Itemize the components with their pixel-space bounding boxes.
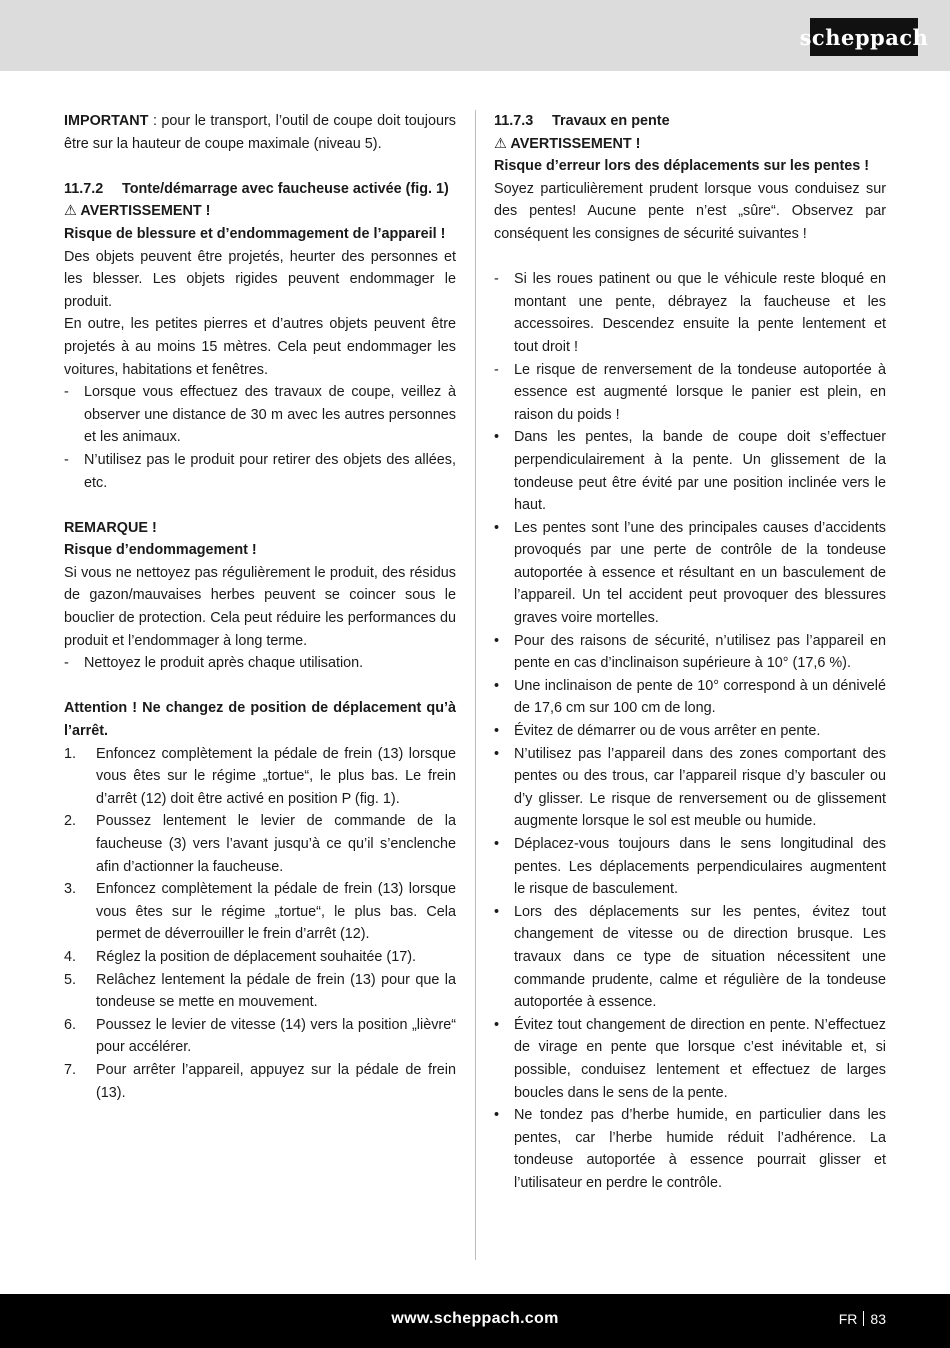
page-footer <box>0 1294 950 1348</box>
list-item: • Déplacez-vous toujours dans le sens longitudinal des pentes. Les déplacements perpendiculaires augmentent le risque de basculement. <box>494 836 886 898</box>
paragraph: Des objets peuvent être projetés, heurter des personnes et les blesser. Les objets rigides peuvent endommager le produit. <box>64 248 456 310</box>
list-item: • Les pentes sont l’une des principales causes d’accidents provoqués par une perte de contrôle de la tondeuse autoportée à essence et résultant en un basculement de l’appareil. Un tel accident peut provoquer des blessures graves voire mortelles. <box>494 519 886 627</box>
paragraph: En outre, les petites pierres et d’autres objets peuvent être projetés à au moins 15 mètres. Cela peut endommager les voitures, habitations et fenêtres. <box>64 316 456 378</box>
section-heading-1172 <box>64 178 456 201</box>
step-item: 2. Poussez lentement le levier de commande de la faucheuse (3) vers l’avant jusqu’à ce qu’il s’enclenche afin d’actionner la faucheuse. <box>64 813 456 875</box>
page-header <box>0 0 950 71</box>
section-title: Travaux en pente <box>552 113 670 129</box>
column-divider <box>475 110 476 1260</box>
section-heading-1173 <box>494 110 886 133</box>
step-item: 6. Poussez le levier de vitesse (14) vers la position „lièvre“ pour accélérer. <box>64 1016 456 1056</box>
warning-triangle-icon: ⚠ <box>494 135 507 152</box>
risk-heading: Risque de blessure et d’endommagement de l’appareil ! <box>64 225 446 242</box>
important-note <box>64 110 456 155</box>
list-item: - Le risque de renversement de la tondeuse autoportée à essence est augmenté lorsque le panier est plein, en raison du poids ! <box>494 361 886 423</box>
dash-list <box>494 268 886 426</box>
step-item: 1. Enfoncez complètement la pédale de frein (13) lorsque vous êtes sur le régime „tortue“, le plus bas. Le frein d’arrêt (12) doit être activé en position P (fig. 1). <box>64 745 456 807</box>
list-item: • Évitez tout changement de direction en pente. N’effectuez de virage en pente que lorsque c’est inévitable et, si possible, conduisez lentement et effectuez de larges boucles dans le sens de la pente. <box>494 1016 886 1101</box>
paragraph: Soyez particulièrement prudent lorsque vous conduisez sur des pentes! Aucune pente n’est „sûre“. Observez par conséquent les consignes de sécurité suivantes ! <box>494 180 886 242</box>
list-item: • Dans les pentes, la bande de coupe doit s’effectuer perpendiculairement à la pente. Un glissement de la tondeuse peut être évité par une position inclinée vers le haut. <box>494 429 886 514</box>
section-number: 11.7.2 <box>64 180 104 197</box>
step-item: 3. Enfoncez complètement la pédale de frein (13) lorsque vous êtes sur le régime „tortue“, le plus bas. Cela permet de déverrouiller le frein d’arrêt (12). <box>64 881 456 943</box>
step-item: 5. Relâchez lentement la pédale de frein (13) pour que la tondeuse se mette en mouvement. <box>64 971 456 1011</box>
warning-triangle-icon: ⚠ <box>64 203 77 220</box>
dash-list <box>64 381 456 494</box>
list-item: • Pour des raisons de sécurité, n’utilisez pas l’appareil en pente en cas d’inclinaison supérieure à 10° (17,6 %). <box>494 632 886 672</box>
numbered-steps <box>64 743 456 1105</box>
list-item: - Si les roues patinent ou que le véhicule reste bloqué en montant une pente, débrayez la faucheuse et les accessoires. Descendez ensuite la pente lentement et tout droit ! <box>494 271 886 355</box>
right-column <box>494 110 886 1195</box>
page-indicator <box>839 1311 886 1327</box>
important-text: : pour le transport, l’outil de coupe doit toujours être sur la hauteur de coupe maximale (niveau 5). <box>64 113 456 152</box>
list-item: • Lors des déplacements sur les pentes, évitez tout changement de vitesse ou de direction brusque. Les travaux dans ce type de situation nécessitent une commande prudente, calme et régulière de la tondeuse autoportée à essence. <box>494 903 886 1011</box>
note-heading: REMARQUE ! <box>64 519 157 536</box>
step-item: 7. Pour arrêter l’appareil, appuyez sur la pédale de frein (13). <box>64 1061 456 1101</box>
page-number: 83 <box>870 1311 886 1327</box>
list-item: - Lorsque vous effectuez des travaux de coupe, veillez à observer une distance de 30 m avec les autres personnes et les animaux. <box>64 384 456 446</box>
list-item: - Nettoyez le produit après chaque utilisation. <box>64 655 364 672</box>
list-item: - N’utilisez pas le produit pour retirer des objets des allées, etc. <box>64 451 456 491</box>
risk-heading: Risque d’endommagement ! <box>64 542 257 559</box>
step-item: 4. Réglez la position de déplacement souhaitée (17). <box>64 948 416 965</box>
list-item: • Ne tondez pas d’herbe humide, en particulier dans les pentes, car l’herbe humide réduit l’adhérence. La tondeuse autoportée à essence pourrait glisser et l’utilisateur en perdre le contrôle. <box>494 1107 886 1191</box>
warning-label: AVERTISSEMENT ! <box>510 135 641 152</box>
warning-heading <box>64 200 456 223</box>
section-title: Tonte/démarrage avec faucheuse activée (fig. 1) <box>122 180 449 197</box>
website-url: www.scheppach.com <box>391 1310 559 1327</box>
brand-logo: scheppach <box>810 18 918 56</box>
language-code: FR <box>838 1311 858 1327</box>
list-item: • Évitez de démarrer ou de vous arrêter en pente. <box>494 723 821 740</box>
important-label: IMPORTANT <box>64 113 149 129</box>
attention-heading: Attention ! Ne changez de position de déplacement qu’à l’arrêt. <box>64 700 456 740</box>
bullet-list <box>494 426 886 1194</box>
left-column <box>64 110 456 1104</box>
paragraph: Si vous ne nettoyez pas régulièrement le produit, des résidus de gazon/mauvaises herbes peuvent se coincer sous le bouclier de protection. Cela peut réduire les performances du produit et l’endommager à long terme. <box>64 564 456 649</box>
list-item: • Une inclinaison de pente de 10° correspond à un dénivelé de 17,6 cm sur 100 cm de long. <box>494 677 886 717</box>
section-number: 11.7.3 <box>494 113 534 129</box>
list-item: • N’utilisez pas l’appareil dans des zones comportant des pentes ou des trous, car l’appareil risque d’y basculer ou d’y glisser. Le risque de renversement ou de glissement augmente lorsque le sol est meuble ou humide. <box>494 745 886 830</box>
dash-list <box>64 652 456 675</box>
risk-heading: Risque d’erreur lors des déplacements sur les pentes ! <box>494 158 870 175</box>
warning-label: AVERTISSEMENT ! <box>80 203 211 220</box>
warning-heading <box>494 133 886 156</box>
